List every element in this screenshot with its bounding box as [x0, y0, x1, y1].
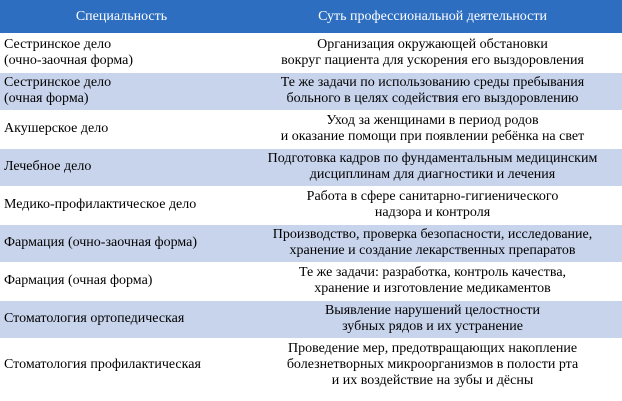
table-header — [0, 0, 622, 34]
header-specialty: Специальность — [0, 0, 243, 34]
essence-line: Проведение мер, предотвращающих накопление — [287, 341, 578, 357]
essence-line: Организация окружающей обстановки — [317, 37, 548, 53]
table-row — [0, 300, 622, 338]
specialty-cell — [0, 148, 243, 186]
specialty-cell — [0, 224, 243, 262]
essence-cell — [243, 34, 622, 72]
specialty-line: (очная форма) — [4, 91, 89, 106]
specialty-line: Сестринское дело — [4, 37, 112, 53]
table-row — [0, 34, 622, 72]
essence-line: и их воздействие на зубы и дёсны — [331, 373, 534, 389]
essence-cell — [243, 300, 622, 338]
specialty-line: Сестринское дело — [4, 75, 112, 90]
table-row — [0, 224, 622, 262]
header-essence: Суть профессиональной деятельности — [243, 0, 622, 34]
essence-cell — [243, 186, 622, 224]
table-row — [0, 262, 622, 300]
specialty-cell — [0, 300, 243, 338]
essence-line: хранение и изготовление медикаментов — [314, 281, 551, 296]
essence-line: Уход за женщинами в период родов — [326, 113, 539, 128]
table-row — [0, 110, 622, 148]
specialty-line: Медико-профилактическое дело — [4, 197, 197, 212]
essence-line: надзора и контроля — [374, 205, 491, 220]
specialty-line: Фармация (очная форма) — [4, 273, 153, 288]
specialty-cell — [0, 72, 243, 110]
essence-line: и оказание помощи при появлении ребёнка на свет — [280, 129, 585, 144]
specialty-cell — [0, 186, 243, 224]
specialty-line: Стоматология профилактическая — [4, 357, 201, 373]
specialty-cell — [0, 110, 243, 148]
specialty-line: Фармация (очно-заочная форма) — [4, 235, 198, 250]
essence-line: Выявление нарушений целостности — [324, 303, 541, 318]
essence-cell — [243, 338, 622, 392]
essence-line: больного в целях содействия его выздоровлению — [286, 91, 579, 106]
essence-line: Производство, проверка безопасности, исследование, — [272, 227, 593, 242]
essence-line: болезнетворных микроорганизмов в полости рта — [286, 357, 579, 373]
specialty-line: Акушерское дело — [4, 121, 109, 136]
specialty-line: Лечебное дело — [4, 159, 92, 174]
specialty-line: Стоматология ортопедическая — [4, 311, 185, 326]
essence-line: Подготовка кадров по фундаментальным медицинским — [267, 151, 598, 166]
essence-line: дисциплинам для диагностики и лечения — [309, 167, 556, 182]
essence-cell — [243, 148, 622, 186]
essence-cell — [243, 72, 622, 110]
essence-cell — [243, 262, 622, 300]
essence-line: Работа в сфере санитарно-гигиенического — [306, 189, 559, 204]
table-row — [0, 72, 622, 110]
essence-line: зубных рядов и их устранение — [342, 319, 523, 334]
header-row — [0, 0, 622, 34]
essence-line: вокруг пациента для ускорения его выздоровления — [281, 53, 584, 69]
specialty-line: (очно-заочная форма) — [4, 53, 134, 69]
essence-cell — [243, 110, 622, 148]
specialty-cell — [0, 262, 243, 300]
table-row — [0, 148, 622, 186]
table-row — [0, 186, 622, 224]
specialty-cell — [0, 34, 243, 72]
essence-line: хранение и создание лекарственных препаратов — [289, 243, 576, 258]
essence-line: Те же задачи: разработка, контроль качества, — [298, 265, 567, 280]
essence-cell — [243, 224, 622, 262]
essence-line: Те же задачи по использованию среды пребывания — [280, 75, 585, 90]
specialty-cell — [0, 338, 243, 392]
table-body — [0, 34, 622, 392]
table-row — [0, 338, 622, 392]
